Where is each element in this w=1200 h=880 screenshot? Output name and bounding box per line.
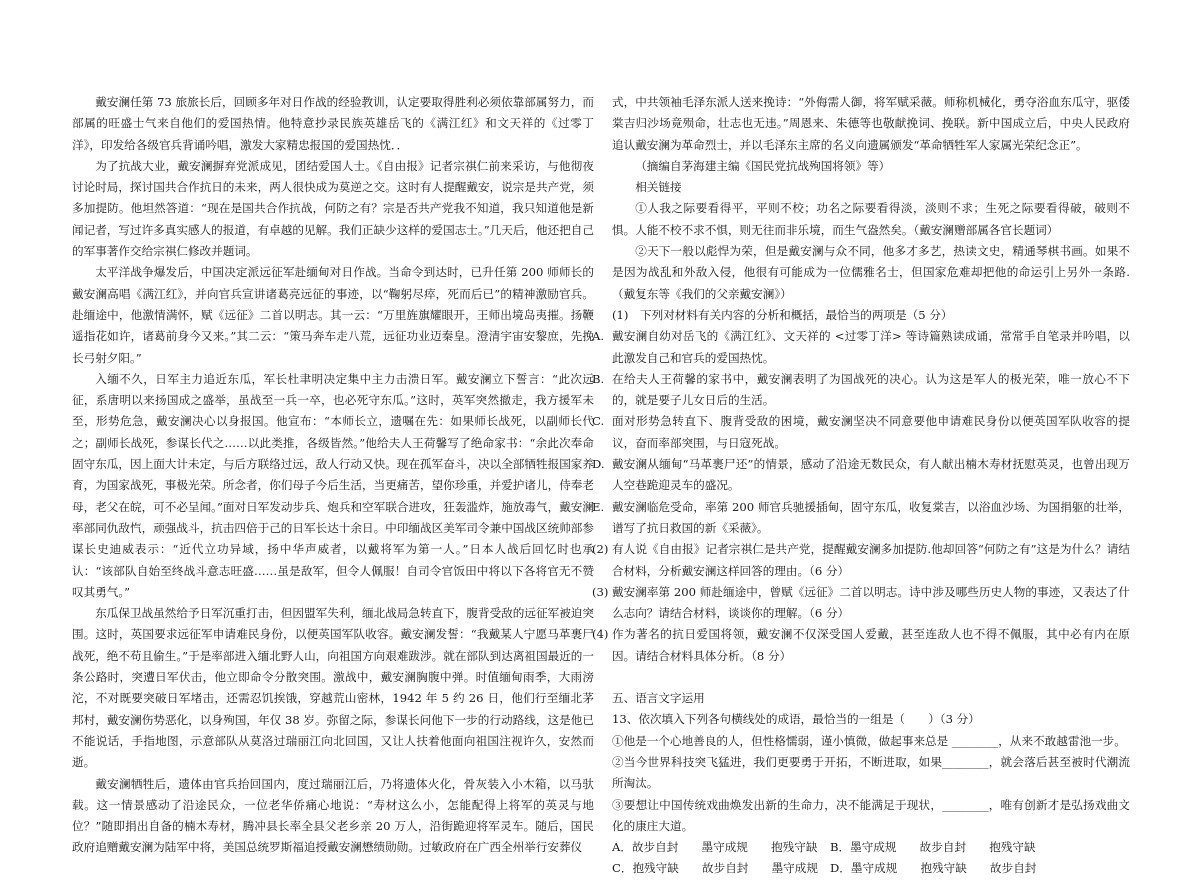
option-label: B. [592, 371, 605, 386]
question-text: 有人说《自由报》记者宗祺仁是共产党，提醒戴安澜多加提防.他却回答“何防之有”这是为什么？请结合材料，分析戴安澜这样回答的理由。（6 分） [612, 542, 1130, 578]
question-label: (4) [592, 627, 609, 642]
question-2 [592, 539, 1130, 582]
option-text: 在给夫人王荷馨的家书中，戴安澜表明了为国战死的决心。认为这是军人的极光荣，唯一放心不下的，就是要子儿女日后的生活。 [612, 371, 1130, 408]
right-column [592, 92, 1130, 880]
question-3 [592, 582, 1130, 625]
choice-a: A．故步自封 墨守成规 抱残守缺 [612, 840, 818, 855]
option-text: 戴安澜自幼对岳飞的《满江红》、文天祥的 <过零丁洋> 等诗篇熟读成诵，常常手自笔录并吟唱，以此激发自己和官兵的爱国热忱。 [612, 329, 1130, 365]
question-4 [592, 624, 1130, 667]
answer-choices [612, 837, 1130, 880]
sentence-item: ①他是一个心地善良的人，但性格懦弱，谨小慎微，做起事来总是 ________，从来不敢越雷池一步。 [612, 733, 1126, 748]
option-a [592, 326, 1130, 369]
option-c [592, 411, 1130, 454]
source-citation: （摘编自茅海建主编《国民党抗战殉国将领》等） [635, 158, 891, 173]
paragraph: 戴安澜牺牲后，遗体由官兵抬回国内，度过瑞丽江后，乃将遗体火化，骨灰装入小木箱，以马驮载。这一情景感动了沿途民众，一位老华侨痛心地说：“寿材这么小，怎能配得上将军的英灵与地位？”随即捐出自备的楠木寿材，腾冲县长率全县父老乡亲 20 万人，沿街跪迎将军灵车。随后，国民政府追赠戴安澜为陆军中将，美国总统罗斯福追授戴安澜懋绩勋勋。过敏政府在广西全州举行安葬仪 [72, 776, 594, 855]
paragraph: 东瓜保卫战虽然给予日军沉重打击，但因盟军失利，缅北战局急转直下，腹背受敌的远征军被迫突围。这时，英国要求远征军申请难民身份，以便英国军队收容。戴安澜发誓：“我戴某人宁愿马革裹尸战死，绝不苟且偷生。”于是率部进入缅北野人山，向祖国方向艰难跋涉。就在部队到达离祖国最近的一条公路时，突遭日军伏击，他立即命令分散突围。激战中，戴安澜胸腹中弹。时值缅甸雨季，大雨滂沱，不对既要突破日军堵击，还需忍饥挨饿，穿越荒山密林，1942 年 5 约 26 日，他们行至缅北茅邦村，戴安澜伤势恶化，以身殉国，年仅 38 岁。弥留之际，参谋长问他下一步的行动路线，这是他已不能说话，手指地图，示意部队从莫洛过瑞丽江向北回国，又让人扶着他面向祖国注视许久，安然而逝。 [72, 606, 594, 770]
option-e [592, 497, 1130, 540]
question-text: 作为著名的抗日爱国将领，戴安澜不仅深受国人爱戴，甚至连敌人也不得不佩服，其中必有内在原因。请结合材料具体分析。（8 分） [612, 627, 1130, 663]
sentence-item: ③要想让中国传统戏曲焕发出新的生命力，决不能满足于现状，________，唯有创新才是弘扬戏曲文化的康庄大道。 [612, 797, 1130, 833]
sentence-item: ②当今世界科技突飞猛进，我们更要勇于开拓，不断进取，如果________，就会落后甚至被时代潮流所淘汰。 [612, 754, 1130, 791]
related-item: ①人我之际要看得平，平则不校；功名之际要看得淡，淡则不求；生死之际要看得破，破则不惧。人能不校不求不惧，则无往而非乐境，而生气盎然矣。（戴安澜赠部属各官长题词） [612, 201, 1130, 237]
section-heading: 五、语言文字运用 [612, 691, 705, 706]
question-label: (2) [592, 542, 609, 557]
option-text: 戴安澜临危受命，率第 200 师官兵驰援插甸，固守东瓜，收复棠吉，以浴血沙场、为国捐躯的壮举，谱写了抗日救国的新《采薇》。 [612, 499, 1130, 535]
choice-d: D．墨守成规 抱残守缺 故步自封 [830, 861, 1037, 876]
option-label: E. [592, 499, 605, 514]
choice-c: C．抱残守缺 故步自封 墨守成规 [612, 861, 818, 876]
option-label: C. [592, 414, 605, 429]
related-item: ②天下一般以彪悍为荣，但是戴安澜与众不同，他多才多艺，热读文史，精通琴棋书画。如果不是因为战乱和外敌入侵，他很有可能成为一位儒雅名士，但国家危难却把他的命运引上另外一条路.（戴复东等《我们的父亲戴安澜》） [612, 244, 1130, 301]
option-d [592, 454, 1130, 497]
question-1: (1) 下列对材料有关内容的分析和概括，最恰当的两项是（5 分） [612, 307, 953, 322]
choice-b: B．墨守成规 故步自封 抱残守缺 [830, 840, 1036, 855]
left-column [72, 92, 594, 859]
paragraph: 戴安澜任第 73 旅旅长后，回顾多年对日作战的经验教训，认定要取得胜利必须依靠部属努力，而部属的旺盛士气来自他们的爱国热情。他特意抄录民族英雄岳飞的《满江红》和文天祥的《过零丁洋》，印发给各级官兵背诵吟唱，激发大家精忠报国的爱国热忱．． [72, 95, 594, 152]
option-b [592, 369, 1130, 412]
question-label: (3) [592, 584, 609, 599]
paragraph: 太平洋战争爆发后，中国决定派远征军赴缅甸对日作战。当命令到达时，已升任第 200 师师长的戴安澜高唱《满江红》，并向官兵宣讲诸葛亮远征的事迹，以“鞠躬尽瘁，死而后已”的精神激励官兵。赴缅途中，他激情满怀，赋《远征》二首以明志。其一云：“万里旌旗耀眼开，王师出境岛夷摧。扬鞭遥指花如许，诸葛前身今又来。”其二云：“策马奔车走八荒，远征功业迈秦皇。澄清宇宙安黎庶，先挽长弓射夕阳。” [72, 265, 594, 365]
option-label: A. [592, 329, 605, 344]
option-label: D. [592, 457, 605, 472]
paragraph-continued: 式，中共领袖毛泽东派人送来挽诗：“外侮需人御，将军赋采薇。师称机械化，勇夺浴血东瓜守，驱倭棠吉归沙场竟殒命，壮志也无违。”周恩来、朱德等也敬献挽词、挽联。新中国成立后，中央人民政府追认戴安澜为革命烈士，并以毛泽东主席的名义向遗属颁发“革命牺牲军人家属光荣纪念正”。 [612, 95, 1130, 152]
paragraph: 入缅不久，日军主力追近东瓜，军长杜聿明决定集中主力击溃日军。戴安澜立下誓言：“此次远征，系唐明以来扬国成之盛举，虽战至一兵一卒，也必死守东瓜。”这时，英军突然撤走，我方援军未至，形势危急，戴安澜决心以身报国。他宣布：“本师长立，遗嘱在先：如果师长战死，以副师长代之；副师长战死，参谋长代之……以此类推，各级皆然。”他给夫人王荷馨写了绝命家书：“余此次奉命固守东瓜，因上面大计未定，与后方联络过远，敌人行动又快。现在孤军奋斗，决以全部牺牲报国家养育，为国家战死，事极光荣。所念者，你们母子今后生活，当更痛苦，望你珍重，并爱护诸儿，侍奉老母，老父在皖，可不必呈闻。”面对日军发动步兵、炮兵和空军联合进攻，狂轰滥炸，施放毒气，戴安澜率部同仇敌忾，顽强战斗，抗击四倍于己的日军长达十余日。中印缅战区美军司令兼中国战区统帅部参谋长史迪威表示：“近代立功异域，扬中华声威者，以戴将军为第一人。”日本人战后回忆时也承认：“该部队自始至终战斗意志旺盛……虽是敌军，但令人佩服！自司令官饭田中将以下各将官无不赞叹其勇气。” [72, 371, 594, 599]
option-text: 面对形势急转直下、腹背受敌的困境，戴安澜坚决不同意要他申请难民身份以便英国军队收容的提议，奋而率部突围，与日寇死战。 [612, 414, 1130, 450]
paragraph: 为了抗战大业，戴安澜摒弃党派成见，团结爱国人士。《自由报》记者宗祺仁前来采访，与他彻夜讨论时局，探讨国共合作抗日的未来，两人很快成为莫逆之交。这时有人提醒戴安，说宗是共产党，须多加提防。他坦然答道：“现在是国共合作抗战，何防之有？宗是否共产党我不知道，我只知道他是新闻记者，写过许多真实感人的报道，有卓越的见解。我们正缺少这样的爱国志士。”几天后，他还把自己的军事著作交给宗祺仁修改并题词。 [72, 158, 594, 259]
question-13: 13、依次填入下列各句横线处的成语，最恰当的一组是（ ）（3 分） [612, 712, 980, 727]
option-text: 戴安澜从缅甸“马革裹尸还”的情景，感动了沿途无数民众，有人献出楠木寿材抚慰英灵，也曾出现万人空巷跪迎灵车的盛况。 [612, 457, 1130, 493]
question-text: 戴安澜率第 200 师赴缅途中，曾赋《远征》二首以明志。诗中涉及哪些历史人物的事迹，又表达了什么志向？请结合材料，谈谈你的理解。（6 分） [612, 584, 1130, 621]
related-heading: 相关链接 [635, 180, 682, 195]
